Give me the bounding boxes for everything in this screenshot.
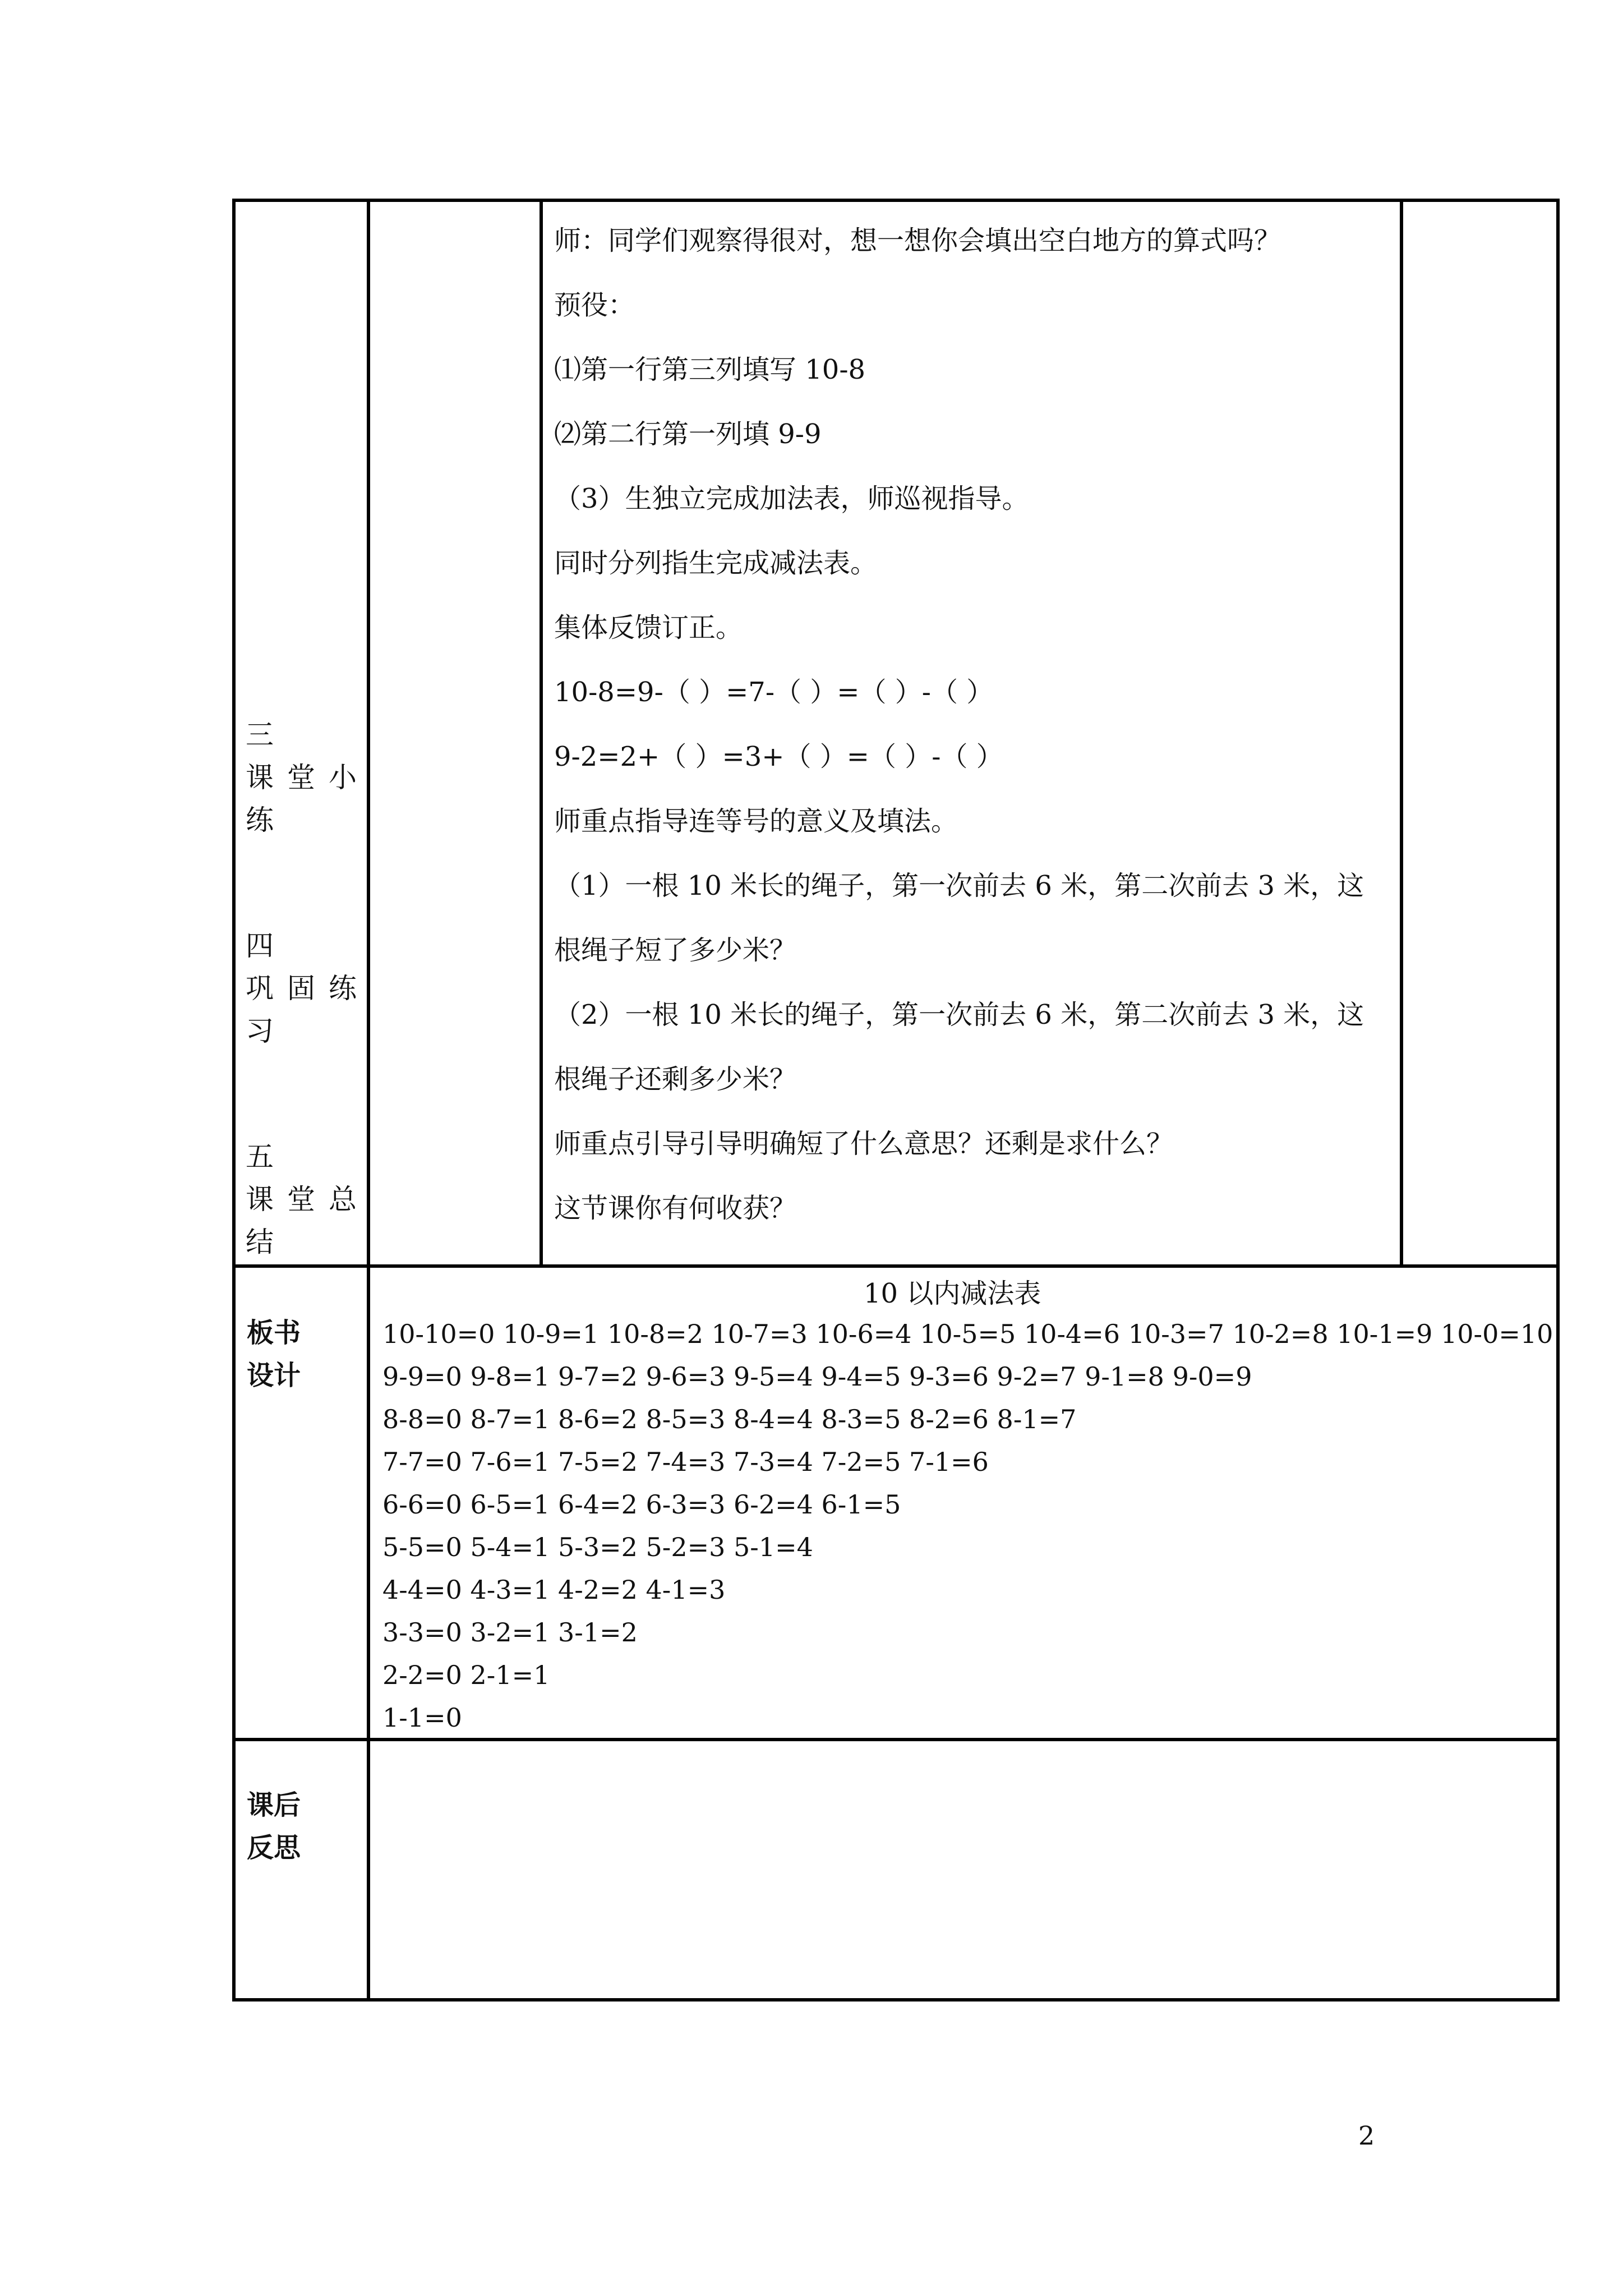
content-line: 预役： [554, 289, 635, 321]
content-line: 师重点指导连等号的意义及填法。 [554, 806, 958, 837]
content-line: ⑵第二行第一列填 9-9 [554, 418, 822, 450]
stage-number: 五 [246, 1140, 275, 1173]
subtraction-row: 3-3=0 3-2=1 3-1=2 [382, 1617, 638, 1648]
stage-number: 四 [246, 930, 275, 962]
stage-3 [246, 714, 358, 841]
table-border-top [232, 199, 1560, 202]
board-label-line2: 设计 [247, 1360, 301, 1391]
reflection-label [247, 1784, 359, 1869]
subtraction-table [382, 1313, 1553, 1739]
content-line: 师重点引导引导明确短了什么意思？还剩是求什么？ [554, 1128, 1174, 1159]
content-line: 根绳子短了多少米？ [554, 935, 797, 966]
table-border-bottom [232, 1998, 1560, 2001]
page-number: 2 [1358, 2120, 1375, 2151]
subtraction-row: 1-1=0 [382, 1703, 462, 1733]
subtraction-row: 7-7=0 7-6=1 7-5=2 7-4=3 7-3=4 7-2=5 7-1=6 [382, 1447, 989, 1477]
content-line: 师：同学们观察得很对，想一想你会填出空白地方的算式吗？ [554, 225, 1281, 256]
content-line: 集体反馈订正。 [554, 612, 743, 643]
column-divider-label [367, 199, 370, 2001]
table-border-left [232, 199, 236, 2001]
stage-labels [246, 714, 358, 1258]
lesson-content [554, 209, 1390, 1241]
subtraction-row: 10-10=0 10-9=1 10-8=2 10-7=3 10-6=4 10-5=5 10-4=6 10-3=7 10-2=8 10-1=9 10-0=10 [382, 1319, 1553, 1349]
stage-4 [246, 924, 358, 1052]
content-line: 同时分列指生完成减法表。 [554, 547, 878, 579]
stage-number: 三 [246, 719, 275, 751]
table-border-right [1556, 199, 1560, 2001]
content-line: 根绳子还剩多少米？ [554, 1064, 797, 1095]
row-divider-board [232, 1264, 1560, 1268]
column-divider-content-right [1400, 199, 1403, 1264]
stage-title: 课 堂 总 结 [246, 1183, 358, 1258]
subtraction-row: 2-2=0 2-1=1 [382, 1660, 550, 1690]
board-label-line1: 板书 [247, 1317, 301, 1349]
content-line: 这节课你有何收获？ [554, 1193, 797, 1224]
subtraction-row: 9-9=0 9-8=1 9-7=2 9-6=3 9-5=4 9-4=5 9-3=6 9-2=7 9-1=8 9-0=9 [382, 1361, 1252, 1392]
reflection-label-line1: 课后 [247, 1789, 301, 1821]
stage-5 [246, 1135, 358, 1263]
reflection-label-line2: 反思 [247, 1832, 301, 1864]
stage-title: 巩 固 练 习 [246, 972, 358, 1047]
content-line: 10-8=9-（ ）=7-（ ）=（ ）-（ ） [554, 677, 994, 708]
content-line: ⑴第一行第三列填写 10-8 [554, 354, 866, 385]
subtraction-row: 6-6=0 6-5=1 6-4=2 6-3=3 6-2=4 6-1=5 [382, 1489, 901, 1520]
column-divider-content-left [540, 199, 543, 1264]
content-line: （1）一根 10 米长的绳子，第一次前去 6 米，第二次前去 3 米，这 [554, 870, 1364, 901]
board-title: 10 以内减法表 [864, 1278, 1041, 1309]
content-line: （3）生独立完成加法表，师巡视指导。 [554, 483, 1029, 514]
content-line: （2）一根 10 米长的绳子，第一次前去 6 米，第二次前去 3 米，这 [554, 999, 1364, 1030]
subtraction-row: 5-5=0 5-4=1 5-3=2 5-2=3 5-1=4 [382, 1532, 813, 1562]
content-line: 9-2=2+（ ）=3+（ ）=（ ）-（ ） [554, 741, 1003, 772]
board-design-label [247, 1312, 359, 1397]
subtraction-row: 4-4=0 4-3=1 4-2=2 4-1=3 [382, 1575, 726, 1605]
stage-title: 课 堂 小 练 [246, 761, 358, 836]
subtraction-row: 8-8=0 8-7=1 8-6=2 8-5=3 8-4=4 8-3=5 8-2=6 8-1=7 [382, 1404, 1077, 1434]
